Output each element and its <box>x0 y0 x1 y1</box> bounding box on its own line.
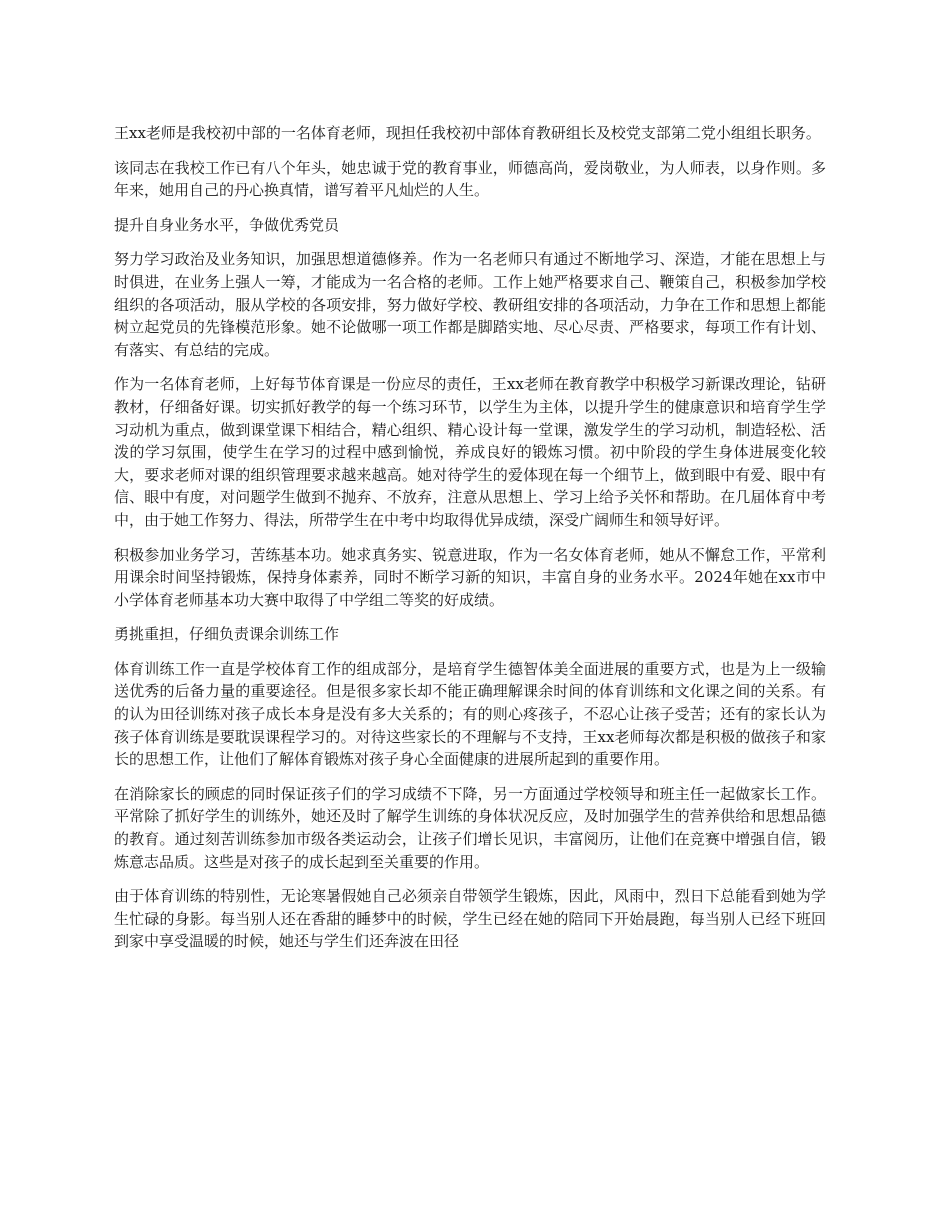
paragraph: 王xx老师是我校初中部的一名体育老师，现担任我校初中部体育教研组长及校党支部第二党小组组长职务。 <box>114 124 821 142</box>
paragraph: 在消除家长的顾虑的同时保证孩子们的学习成绩不下降，另一方面通过学校领导和班主任一起做家长工作。平常除了抓好学生的训练外，她还及时了解学生训练的身体状况反应，及时加强学生的营养供给和思想品德的教育。通过刻苦训练参加市级各类运动会，让孩子们增长见识，丰富阅历，让他们在竞赛中增强自信，锻炼意志品质。这些是对孩子的成长起到至关重要的作用。 <box>114 784 826 871</box>
paragraph: 体育训练工作一直是学校体育工作的组成部分，是培育学生德智体美全面进展的重要方式，也是为上一级输送优秀的后备力量的重要途径。但是很多家长却不能正确理解课余时间的体育训练和文化课之间的关系。有的认为田径训练对孩子成长本身是没有多大关系的；有的则心疼孩子，不忍心让孩子受苦；还有的家长认为孩子体育训练是要耽误课程学习的。对待这些家长的不理解与不支持，王xx老师每次都是积极的做孩子和家长的思想工作，让他们了解体育锻炼对孩子身心全面健康的进展所起到的重要作用。 <box>114 659 826 769</box>
section-heading: 勇挑重担，仔细负责课余训练工作 <box>114 625 340 644</box>
document-body <box>114 122 826 965</box>
paragraph: 积极参加业务学习，苦练基本功。她求真务实、锐意进取，作为一名女体育老师，她从不懈怠工作，平常利用课余时间坚持锻炼，保持身体素养，同时不断学习新的知识，丰富自身的业务水平。2024年她在xx市中小学体育老师基本功大赛中取得了中学组二等奖的好成绩。 <box>114 545 826 609</box>
paragraph: 由于体育训练的特别性，无论寒暑假她自己必须亲自带领学生锻炼，因此，风雨中，烈日下总能看到她为学生忙碌的身影。每当别人还在香甜的睡梦中的时候，学生已经在她的陪同下开始晨跑，每当别人已经下班回到家中享受温暖的时候，她还与学生们还奔波在田径 <box>114 887 826 951</box>
section-heading: 提升自身业务水平，争做优秀党员 <box>114 215 340 234</box>
paragraph: 该同志在我校工作已有八个年头，她忠诚于党的教育事业，师德高尚，爱岗敬业，为人师表，以身作则。多年来，她用自己的丹心换真情，谱写着平凡灿烂的人生。 <box>114 158 826 200</box>
paragraph: 作为一名体育老师，上好每节体育课是一份应尽的责任，王xx老师在教育教学中积极学习新课改理论，钻研教材，仔细备好课。切实抓好教学的每一个练习环节，以学生为主体，以提升学生的健康意识和培育学生学习动机为重点，做到课堂课下相结合，精心组织、精心设计每一堂课，激发学生的学习动机，制造轻松、活泼的学习氛围，使学生在学习的过程中感到愉悦，养成良好的锻炼习惯。初中阶段的学生身体进展变化较大，要求老师对课的组织管理要求越来越高。她对待学生的爱体现在每一个细节上，做到眼中有爱、眼中有信、眼中有度，对问题学生做到不抛弃、不放弃，注意从思想上、学习上给予关怀和帮助。在几届体育中考中，由于她工作努力、得法，所带学生在中考中均取得优异成绩，深受广阔师生和领导好评。 <box>114 375 826 529</box>
paragraph: 努力学习政治及业务知识，加强思想道德修养。作为一名老师只有通过不断地学习、深造，才能在思想上与时俱进，在业务上强人一筹，才能成为一名合格的老师。工作上她严格要求自己、鞭策自己，积极参加学校组织的各项活动，服从学校的各项安排，努力做好学校、教研组安排的各项活动，力争在工作和思想上都能树立起党员的先锋模范形象。她不论做哪一项工作都是脚踏实地、尽心尽责、严格要求，每项工作有计划、有落实、有总结的完成。 <box>114 250 826 359</box>
